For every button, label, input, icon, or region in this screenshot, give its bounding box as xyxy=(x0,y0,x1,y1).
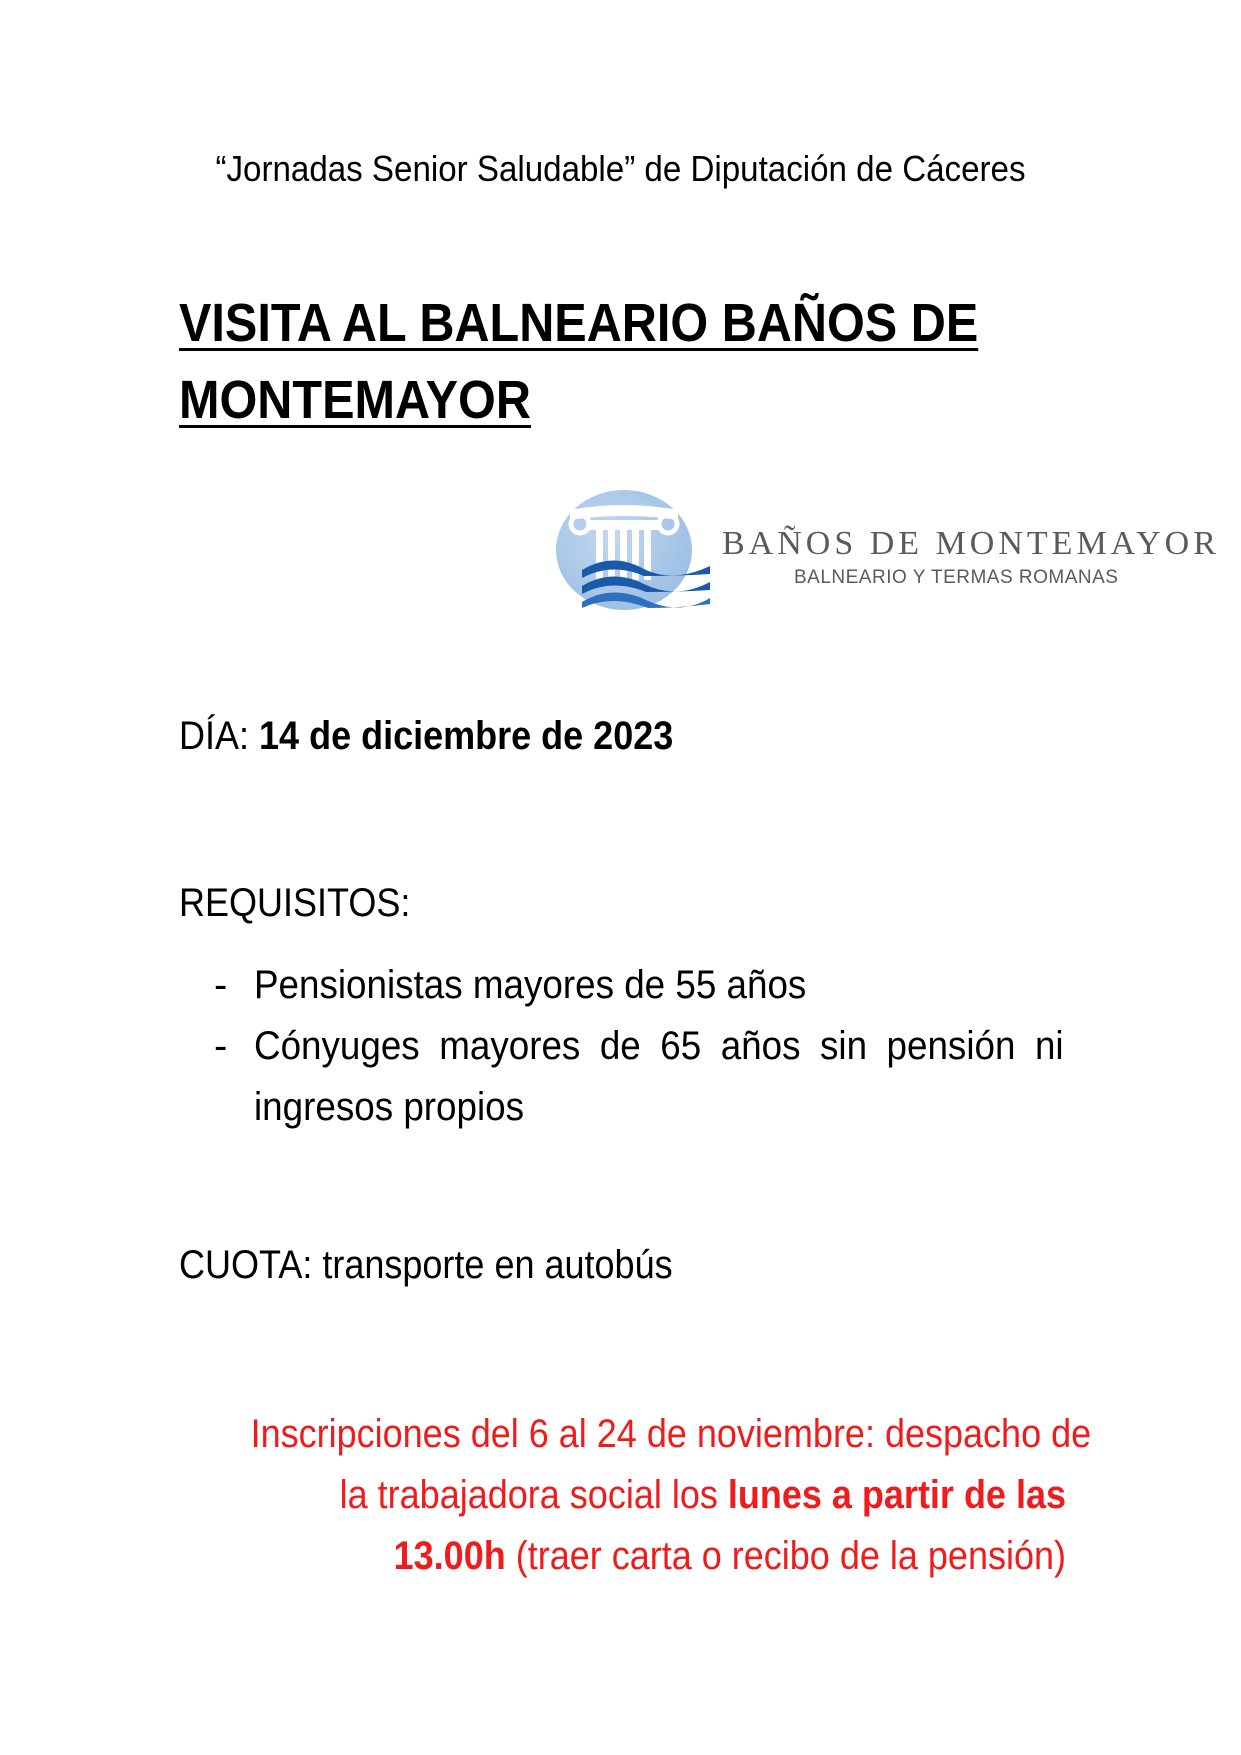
requirement-text: Cónyuges mayores de 65 años sin pensión ni ingresos propios xyxy=(254,1024,1064,1129)
event-day xyxy=(179,713,673,759)
list-item xyxy=(214,1016,1064,1138)
requirements-list xyxy=(214,955,1064,1138)
title-line-2: MONTEMAYOR xyxy=(179,370,531,430)
registration-line-3-regular: (traer carta o recibo de la pensión) xyxy=(505,1534,1066,1578)
title-line-1: VISITA AL BALNEARIO BAÑOS DE xyxy=(179,293,979,353)
logo-name: BAÑOS DE MONTEMAYOR xyxy=(722,525,1220,562)
registration-time: 13.00h xyxy=(393,1534,506,1578)
fee-label: CUOTA: xyxy=(179,1243,313,1287)
requirements-label: REQUISITOS: xyxy=(179,881,411,925)
day-value: 14 de diciembre de 2023 xyxy=(259,714,674,758)
registration-line-3 xyxy=(251,1526,1066,1587)
page-title xyxy=(179,285,1079,439)
column-waves-logo-icon xyxy=(552,490,712,620)
logo-tagline: BALNEARIO Y TERMAS ROMANAS xyxy=(794,567,1119,588)
day-label: DÍA: xyxy=(179,714,250,758)
registration-line-2 xyxy=(251,1465,1066,1526)
requirement-text: Pensionistas mayores de 55 años xyxy=(254,963,807,1007)
fee-value: transporte en autobús xyxy=(322,1243,673,1287)
registration-line-2-regular: la trabajadora social los xyxy=(339,1473,728,1517)
list-item xyxy=(214,955,1064,1016)
event-subtitle: “Jornadas Senior Saludable” de Diputación de Cáceres xyxy=(215,148,1026,189)
fee xyxy=(179,1242,673,1288)
registration-notice xyxy=(160,1404,1092,1587)
registration-line-2-bold: lunes a partir de las xyxy=(727,1473,1066,1517)
registration-line-1: Inscripciones del 6 al 24 de noviembre: despacho de xyxy=(250,1412,1092,1456)
